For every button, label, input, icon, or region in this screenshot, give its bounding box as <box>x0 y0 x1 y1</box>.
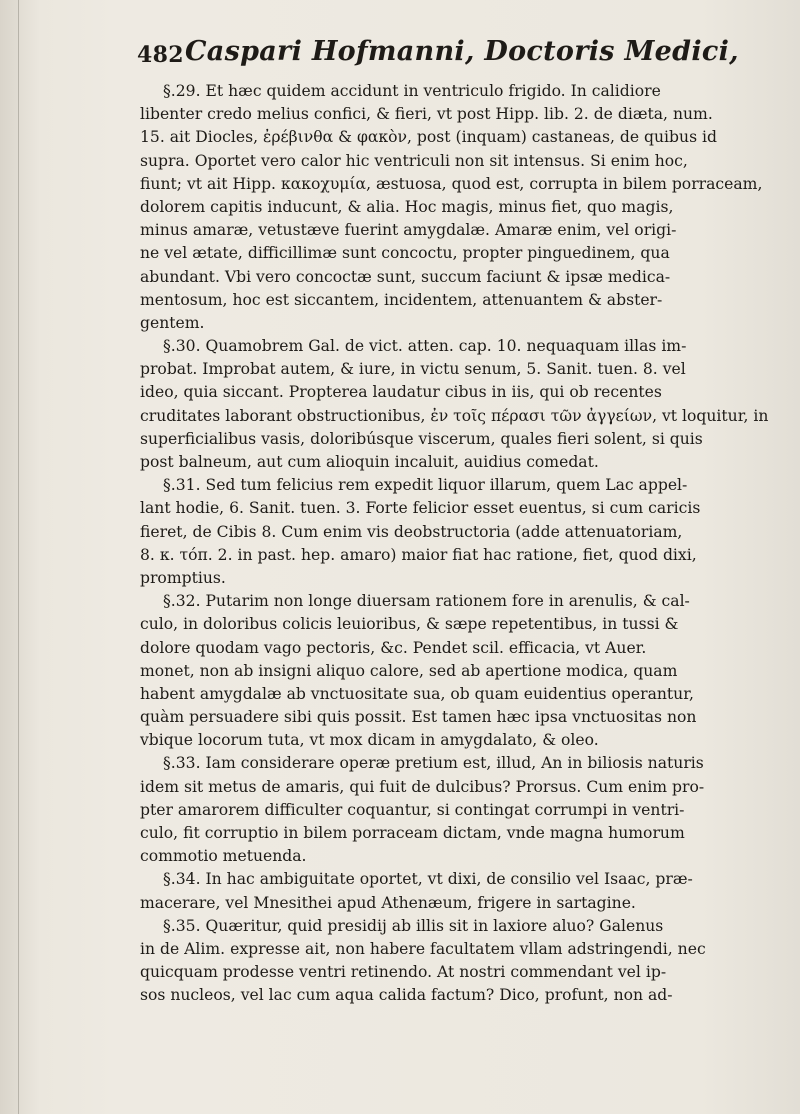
text-line: §.33. Iam considerare operæ pretium est, illud, An in biliosis naturis <box>163 754 704 773</box>
text-line: dolore quodam vago pectoris, &c. Pendet scil. efficacia, vt Auer. <box>140 638 647 657</box>
text-line: §.29. Et hæc quidem accidunt in ventriculo frigido. In calidiore <box>163 82 661 100</box>
text-line: probat. Improbat autem, & iure, in victu senum, 5. Sanit. tuen. 8. vel <box>140 360 686 379</box>
text-line: lant hodie, 6. Sanit. tuen. 3. Forte felicior esset euentus, si cum caricis <box>140 499 701 518</box>
text-line: habent amygdalæ ab vnctuositate sua, ob quam euidentius operantur, <box>140 684 694 703</box>
text-line: vbique locorum tuta, vt mox dicam in amygdalato, & oleo. <box>140 731 599 750</box>
text-line: superficialibus vasis, doloribúsque viscerum, quales fieri solent, si quis <box>140 429 703 448</box>
text-line: libenter credo melius confici, & fieri, vt post Hipp. lib. 2. de diæta, num. <box>140 105 713 124</box>
text-line: sos nucleos, vel lac cum aqua calida factum? Dico, profunt, non ad- <box>140 986 673 1005</box>
text-line: mentosum, hoc est siccantem, incidentem, attenuantem & abster- <box>140 290 663 309</box>
page-gutter <box>18 0 19 1114</box>
text-line: §.34. In hac ambiguitate oportet, vt dixi, de consilio vel Isaac, præ- <box>163 870 693 889</box>
text-line: §.32. Putarim non longe diuersam rationem fore in arenulis, & cal- <box>163 592 690 611</box>
text-line: 8. κ. τόπ. 2. in past. hep. amaro) maior fiat hac ratione, fiet, quod dixi, <box>140 545 697 564</box>
text-line: gentem. <box>140 313 205 332</box>
text-line: in de Alim. expresse ait, non habere facultatem vllam adstringendi, nec <box>140 939 706 958</box>
page-header <box>137 36 737 80</box>
body-text <box>140 80 780 1008</box>
text-line: fieret, de Cibis 8. Cum enim vis deobstructoria (adde attenuatoriam, <box>140 522 683 541</box>
text-line: minus amaræ, vetustæve fuerint amygdalæ. Amaræ enim, vel origi- <box>140 221 677 240</box>
text-line: monet, non ab insigni aliquo calore, sed ab apertione modica, quam <box>140 661 678 680</box>
text-line: fiunt; vt ait Hipp. κακοχυμία, æstuosa, quod est, corrupta in bilem porraceam, <box>140 174 763 193</box>
text-line: dolorem capitis inducunt, & alia. Hoc magis, minus fiet, quo magis, <box>140 197 674 216</box>
text-line: ne vel ætate, difficillimæ sunt concoctu, propter pinguedinem, qua <box>140 244 670 263</box>
text-line: post balneum, aut cum alioquin incaluit, auidius comedat. <box>140 453 599 471</box>
text-line: cruditates laborant obstructionibus, ἐν τοῖς πέρασι τῶν ἀγγείων, vt loquitur, in <box>140 406 769 425</box>
page-number: 482 <box>137 42 184 68</box>
text-line: culo, in doloribus colicis leuioribus, & sæpe repetentibus, in tussi & <box>140 615 679 634</box>
text-line: ideo, quia siccant. Propterea laudatur cibus in iis, qui ob recentes <box>140 383 662 402</box>
text-line: supra. Oportet vero calor hic ventriculi non sit intensus. Si enim hoc, <box>140 151 688 170</box>
text-line: 15. ait Diocles, ἐρέβινθα & φακὸν, post (inquam) castaneas, de quibus id <box>140 128 717 147</box>
text-line: idem sit metus de amaris, qui fuit de dulcibus? Prorsus. Cum enim pro- <box>140 777 705 796</box>
text-line: commotio metuenda. <box>140 847 307 866</box>
text-line: quicquam prodesse ventri retinendo. At nostri commendant vel ip- <box>140 963 667 982</box>
text-line: promptius. <box>140 568 226 587</box>
text-line: quàm persuadere sibi quis possit. Est tamen hæc ipsa vnctuositas non <box>140 708 697 727</box>
text-line: pter amarorem difficulter coquantur, si contingat corrumpi in ventri- <box>140 800 685 819</box>
text-line: culo, fit corruptio in bilem porraceam dictam, vnde magna humorum <box>140 824 685 842</box>
text-line: §.31. Sed tum felicius rem expedit liquor illarum, quem Lac appel- <box>163 476 688 495</box>
running-title: Caspari Hofmanni, Doctoris Medici, <box>185 36 739 67</box>
text-line: §.30. Quamobrem Gal. de vict. atten. cap. 10. nequaquam illas im- <box>163 337 687 356</box>
text-line: §.35. Quæritur, quid presidij ab illis sit in laxiore aluo? Galenus <box>163 916 664 935</box>
text-line: macerare, vel Mnesithei apud Athenæum, frigere in sartagine. <box>140 893 636 912</box>
text-line: abundant. Vbi vero concoctæ sunt, succum faciunt & ipsæ medica- <box>140 267 671 286</box>
